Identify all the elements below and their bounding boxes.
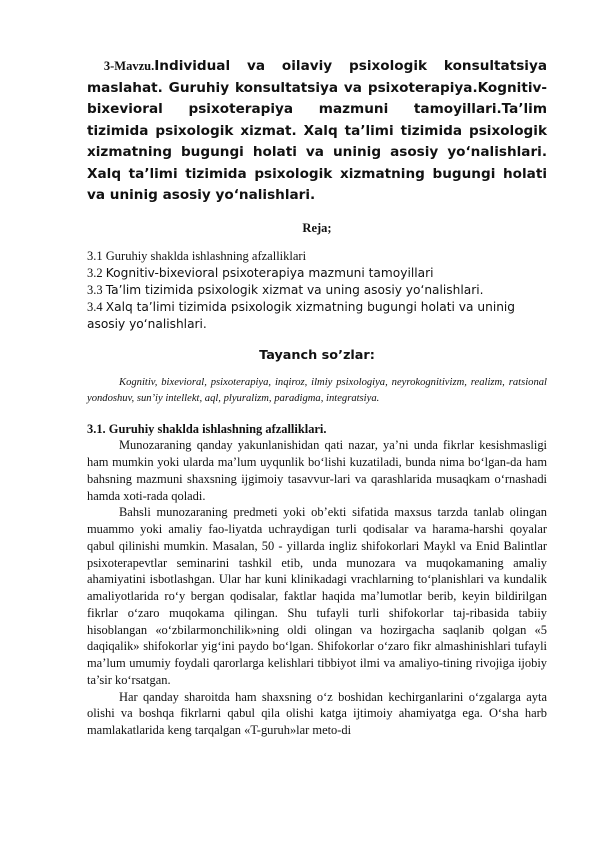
section-body: [87, 421, 547, 739]
plan-list: [87, 248, 547, 334]
plan-item-text: Kognitiv-bixevioral psixoterapiya mazmuni tamoyillari: [105, 265, 434, 280]
document-page: [87, 56, 547, 739]
plan-item-number: 3.3: [87, 282, 103, 297]
plan-item-number: 3.1: [87, 248, 103, 263]
topic-heading: [87, 56, 547, 207]
plan-label: Reja;: [302, 220, 332, 235]
topic-title: Individual va oilaviy psixologik konsultatsiya maslahat. Guruhiy konsultatsiya va psixoterapiya.Kognitiv-bixevioral psixoterapiya mazmuni tamoyillari.Ta’lim tizimida psixologik xizmat. Xalq ta’limi tizimida psixologik xizmatning bugungi holati va uninig asosiy yo‘nalishlari. Xalq ta’limi tizimida psixologik xizmatning bugungi holati va uninig asosiy yo‘nalishlari.: [87, 58, 547, 203]
plan-item-text: Ta’lim tizimida psixologik xizmat va uning asosiy yo‘nalishlari.: [105, 282, 484, 297]
plan-item: [87, 265, 547, 282]
topic-number: 3-Mavzu.: [103, 59, 155, 73]
plan-item: [87, 299, 547, 333]
paragraph: Munozaraning qanday yakunlanishidan qati nazar, ya’ni unda fikrlar kesishmasligi ham mumkin yoki ularda ma’lum uyqunlik bo‘lishi kuzatiladi, bunda nima bo‘lgan-da ham bahsning mazmuni shaxsning ijgimoiy tasavvur-lari va qarashlarida musaqkam o‘rnashadi hamda xoti-rada qoladi.: [87, 438, 547, 503]
section-title-text: Guruhiy shaklda ishlashning afzalliklari.: [108, 421, 327, 436]
paragraph: Bahsli munozaraning predmeti yoki ob’ekti sifatida maxsus tarzda tanlab olingan muammo yoki amaliy fao-liyatda uchraydigan turli qodisalar va harama-harshi qoyalar qabul qilinishi mumkin. Masalan, 50 - yillarda ingliz shifokorlari Maykl va Enid Balintlar psixoterapevtlar seminarini tashkil etib, unda munozara va muqokamaning amaliy ahamiyatini isbotlashgan. Ular har kuni klinikadagi vrachlarning to‘planishlari va kundalik amaliyotlarida ro‘y bergan qodisalar, faktlar haqida ma’lumotlar berib, keyin bildirilgan fikrlar o‘zaro muqokama qilingan. Shu tufayli turli shifokorlar taj-ribasida tabiiy hisoblangan «o‘zbilarmonchilik»ning oldi olingan va hozirgacha saqlanib qolgan «5 daqiqalik» shifokorlar yig‘ini paydo bo‘lgan. Shifokorlar o‘zaro fikr almashinishlari tufayli ma’lum umumiy foydali qarorlarga kelishlari tibbiyot ilmi va amaliyo-tining rivojiga ijobiy ta’sir ko‘rsatgan.: [87, 505, 547, 687]
plan-item-number: 3.2: [87, 265, 103, 280]
plan-item-text: Guruhiy shaklda ishlashning afzalliklari: [105, 248, 307, 263]
section-title: [87, 421, 547, 438]
keywords-text: Kognitiv, bixevioral, psixoterapiya, inqiroz, ilmiy psixologiya, neyrokognitivizm, realizm, ratsional yondoshuv, sun’iy intellekt, aql, plyuralizm, paradigma, integratsiya.: [87, 376, 547, 404]
section-number: 3.1.: [87, 421, 106, 436]
plan-item-number: 3.4: [87, 300, 103, 315]
plan-item: [87, 282, 547, 299]
plan-item: [87, 248, 547, 265]
plan-item-text: Xalq ta’limi tizimida psixologik xizmatning bugungi holati va uninig asosiy yo‘nalishlari.: [87, 300, 516, 332]
paragraph: Har qanday sharoitda ham shaxsning o‘z boshidan kechirganlarini o‘zgalarga ayta olishi va boshqa fikrlarni qabul qila olishi katga ijtimoiy ahamiyatga ega. O‘sha harb mamlakatlarida keng tarqalgan «T-guruh»lar meto-di: [87, 689, 547, 738]
keywords-label: Tayanch so’zlar:: [259, 347, 375, 363]
